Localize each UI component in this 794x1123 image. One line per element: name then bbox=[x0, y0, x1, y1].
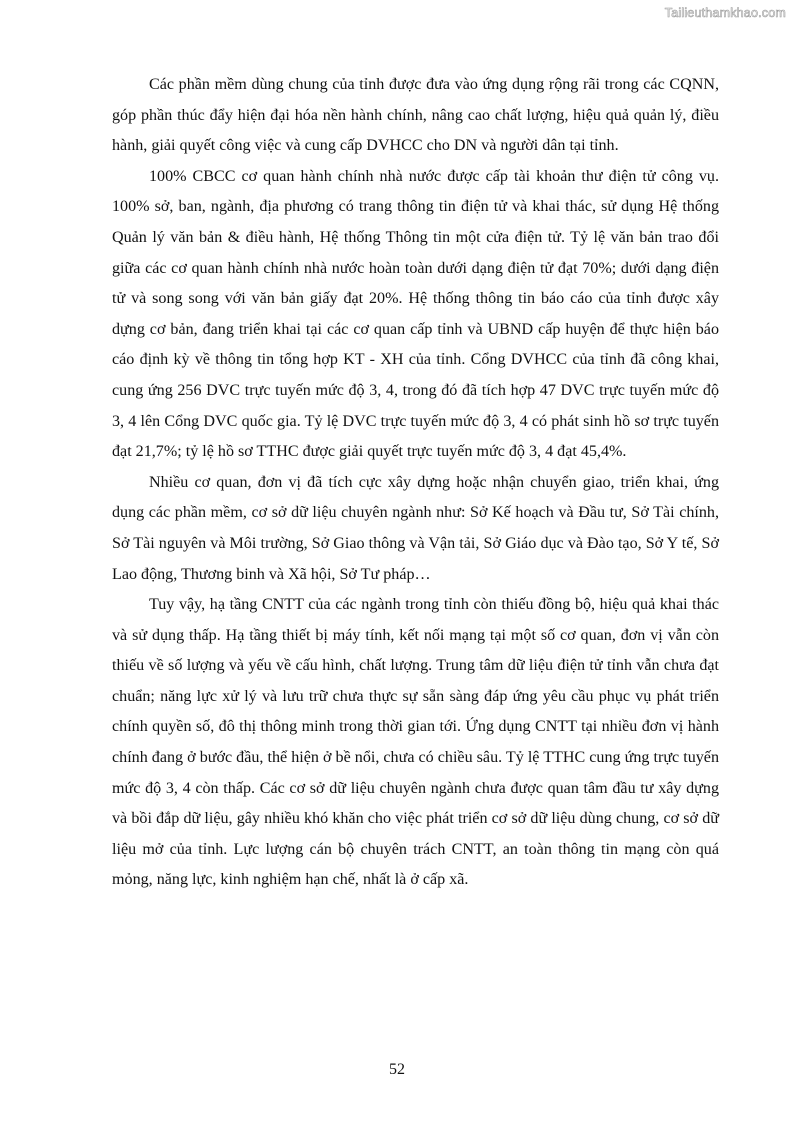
page-body bbox=[112, 70, 719, 896]
watermark: Tailieuthamkhao.com bbox=[664, 6, 786, 20]
paragraph-shared-software: Các phần mềm dùng chung của tỉnh được đưa vào ứng dụng rộng rãi trong các CQNN, góp phần thúc đẩy hiện đại hóa nền hành chính, nâng cao chất lượng, hiệu quả quản lý, điều hành, giải quyết công việc và cung cấp DVHCC cho DN và người dân tại tỉnh. bbox=[112, 76, 719, 155]
paragraph-sector-databases: Nhiều cơ quan, đơn vị đã tích cực xây dựng hoặc nhận chuyển giao, triển khai, ứng dụng các phần mềm, cơ sở dữ liệu chuyên ngành như: Sở Kế hoạch và Đầu tư, Sở Tài chính, Sở Tài nguyên và Môi trường, Sở Giao thông và Vận tải, Sở Giáo dục và Đào tạo, Sở Y tế, Sở Lao động, Thương binh và Xã hội, Sở Tư pháp… bbox=[112, 473, 719, 583]
paragraph-limitations: Tuy vậy, hạ tầng CNTT của các ngành trong tỉnh còn thiếu đồng bộ, hiệu quả khai thác và sử dụng thấp. Hạ tầng thiết bị máy tính, kết nối mạng tại một số cơ quan, đơn vị vẫn còn thiếu về số lượng và yếu về cấu hình, chất lượng. Trung tâm dữ liệu điện tử tỉnh vẫn chưa đạt chuẩn; năng lực xử lý và lưu trữ chưa thực sự sẵn sàng đáp ứng yêu cầu phục vụ phát triển chính quyền số, đô thị thông minh trong thời gian tới. Ứng dụng CNTT tại nhiều đơn vị hành chính đang ở bước đầu, thể hiện ở bề nổi, chưa có chiều sâu. Tỷ lệ TTHC cung ứng trực tuyến mức độ 3, 4 còn thấp. Các cơ sở dữ liệu chuyên ngành chưa được quan tâm đầu tư xây dựng và bồi đắp dữ liệu, gây nhiều khó khăn cho việc phát triển cơ sở dữ liệu dùng chung, cơ sở dữ liệu mở của tỉnh. Lực lượng cán bộ chuyên trách CNTT, an toàn thông tin mạng còn quá mỏng, năng lực, kinh nghiệm hạn chế, nhất là ở cấp xã. bbox=[112, 596, 719, 889]
page-number: 52 bbox=[389, 1061, 405, 1078]
paragraph-email-and-services: 100% CBCC cơ quan hành chính nhà nước được cấp tài khoản thư điện tử công vụ. 100% sở, ban, ngành, địa phương có trang thông tin điện tử và khai thác, sử dụng Hệ thống Quản lý văn bản & điều hành, Hệ thống Thông tin một cửa điện tử. Tỷ lệ văn bản trao đổi giữa các cơ quan hành chính nhà nước hoàn toàn dưới dạng điện tử đạt 70%; dưới dạng điện tử và song song với văn bản giấy đạt 20%. Hệ thống thông tin báo cáo của tỉnh được xây dựng cơ bản, đang triển khai tại các cơ quan cấp tỉnh và UBND cấp huyện để thực hiện báo cáo định kỳ về thông tin tổng hợp KT - XH của tỉnh. Cổng DVHCC của tỉnh đã công khai, cung ứng 256 DVC trực tuyến mức độ 3, 4, trong đó đã tích hợp 47 DVC trực tuyến mức độ 3, 4 lên Cổng DVC quốc gia. Tỷ lệ DVC trực tuyến mức độ 3, 4 có phát sinh hồ sơ trực tuyến đạt 21,7%; tỷ lệ hồ sơ TTHC được giải quyết trực tuyến mức độ 3, 4 đạt 45,4%. bbox=[112, 167, 719, 461]
